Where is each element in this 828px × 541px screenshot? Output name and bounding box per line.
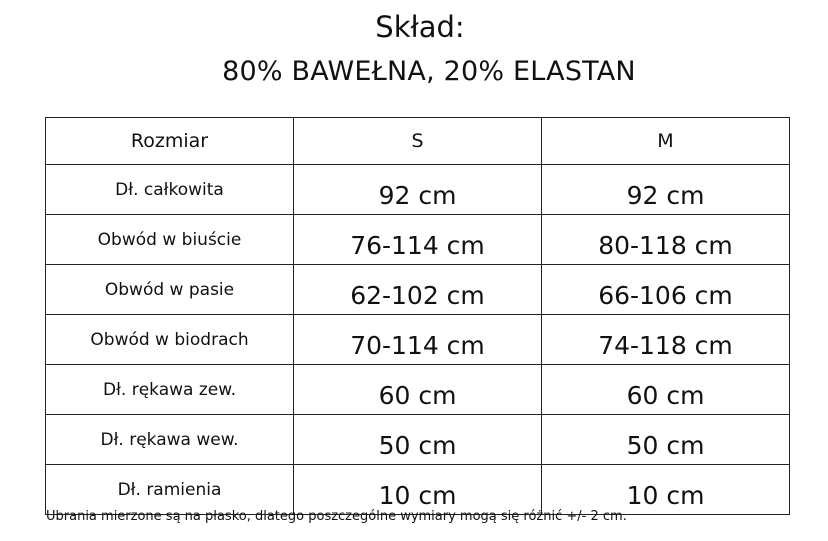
table-row bbox=[46, 215, 790, 265]
value-m: 92 cm bbox=[542, 165, 790, 215]
row-label: Dł. całkowita bbox=[46, 165, 294, 215]
value-s: 70-114 cm bbox=[294, 315, 542, 365]
table-row bbox=[46, 265, 790, 315]
size-table bbox=[45, 117, 790, 515]
row-label: Dł. rękawa zew. bbox=[46, 365, 294, 415]
row-label: Dł. ramienia bbox=[46, 465, 294, 515]
table-row bbox=[46, 415, 790, 465]
table-row bbox=[46, 365, 790, 415]
value-m: 50 cm bbox=[542, 415, 790, 465]
value-s: 60 cm bbox=[294, 365, 542, 415]
value-m: 80-118 cm bbox=[542, 215, 790, 265]
value-m: 10 cm bbox=[542, 465, 790, 515]
value-s: 10 cm bbox=[294, 465, 542, 515]
header-size-m: M bbox=[542, 118, 790, 165]
value-s: 76-114 cm bbox=[294, 215, 542, 265]
measurement-footnote: Ubrania mierzone są na płasko, dlatego poszczególne wymiary mogą się różnić +/- 2 cm. bbox=[46, 509, 627, 524]
table-row bbox=[46, 315, 790, 365]
value-s: 92 cm bbox=[294, 165, 542, 215]
composition-materials: 80% BAWEŁNA, 20% ELASTAN bbox=[222, 56, 636, 87]
table-header-row bbox=[46, 118, 790, 165]
header-size-s: S bbox=[294, 118, 542, 165]
table-row bbox=[46, 165, 790, 215]
value-s: 50 cm bbox=[294, 415, 542, 465]
value-m: 74-118 cm bbox=[542, 315, 790, 365]
row-label: Obwód w biuście bbox=[46, 215, 294, 265]
value-s: 62-102 cm bbox=[294, 265, 542, 315]
row-label: Dł. rękawa wew. bbox=[46, 415, 294, 465]
table-row bbox=[46, 465, 790, 515]
value-m: 60 cm bbox=[542, 365, 790, 415]
row-label: Obwód w biodrach bbox=[46, 315, 294, 365]
header-size-label: Rozmiar bbox=[46, 118, 294, 165]
composition-title: Skład: bbox=[375, 10, 465, 44]
value-m: 66-106 cm bbox=[542, 265, 790, 315]
row-label: Obwód w pasie bbox=[46, 265, 294, 315]
